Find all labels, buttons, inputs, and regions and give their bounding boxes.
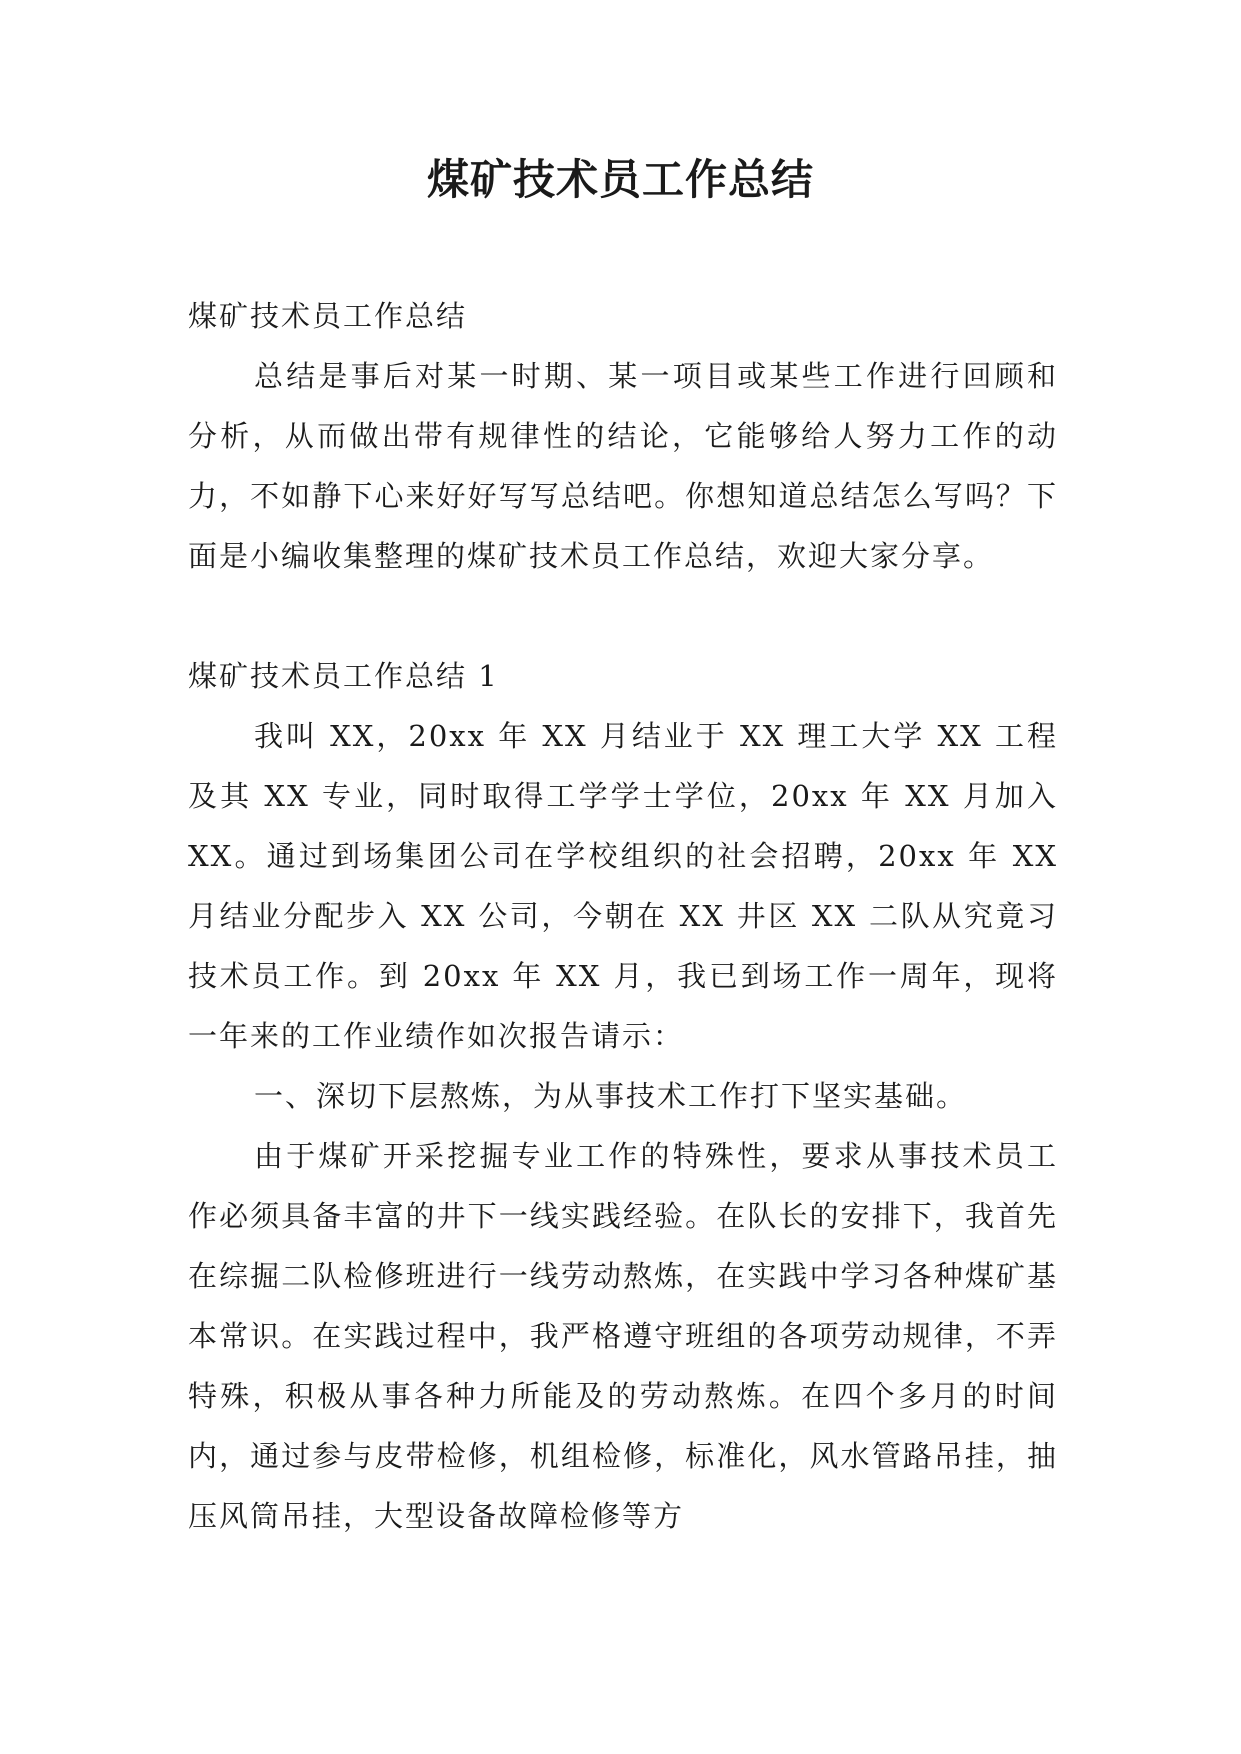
paragraph: 煤矿技术员工作总结: [188, 299, 468, 333]
paragraph: 总结是事后对某一时期、某一项目或某些工作进行回顾和分析，从而做出带有规律性的结论，它能够给人努力工作的动力，不如静下心来好好写写总结吧。你想知道总结怎么写吗？下面是小编收集整理的煤矿技术员工作总结，欢迎大家分享。: [188, 359, 1058, 573]
paragraph-gap: [188, 586, 1058, 646]
section-subheading: 一、深切下层熬炼，为从事技术工作打下坚实基础。: [254, 1079, 968, 1113]
paragraph: 我叫 XX，20xx 年 XX 月结业于 XX 理工大学 XX 工程及其 XX 专业，同时取得工学学士学位，20xx 年 XX 月加入 XX。通过到场集团公司在学校组织的社会招聘，20xx 年 XX 月结业分配步入 XX 公司，今朝在 XX 井区 XX 二队从究竟习技术员工作。到 20xx 年 XX 月，我已到场工作一周年，现将一年来的工作业绩作如次报告请示：: [188, 719, 1058, 1053]
document-body: [188, 286, 1058, 1546]
section-heading: 煤矿技术员工作总结 1: [188, 659, 499, 693]
paragraph: 由于煤矿开采挖掘专业工作的特殊性，要求从事技术员工作必须具备丰富的井下一线实践经验。在队长的安排下，我首先在综掘二队检修班进行一线劳动熬炼，在实践中学习各种煤矿基本常识。在实践过程中，我严格遵守班组的各项劳动规律，不弄特殊，积极从事各种力所能及的劳动熬炼。在四个多月的时间内，通过参与皮带检修，机组检修，标准化，风水管路吊挂，抽压风筒吊挂，大型设备故障检修等方: [188, 1139, 1058, 1533]
document-title: 煤矿技术员工作总结: [426, 155, 814, 204]
